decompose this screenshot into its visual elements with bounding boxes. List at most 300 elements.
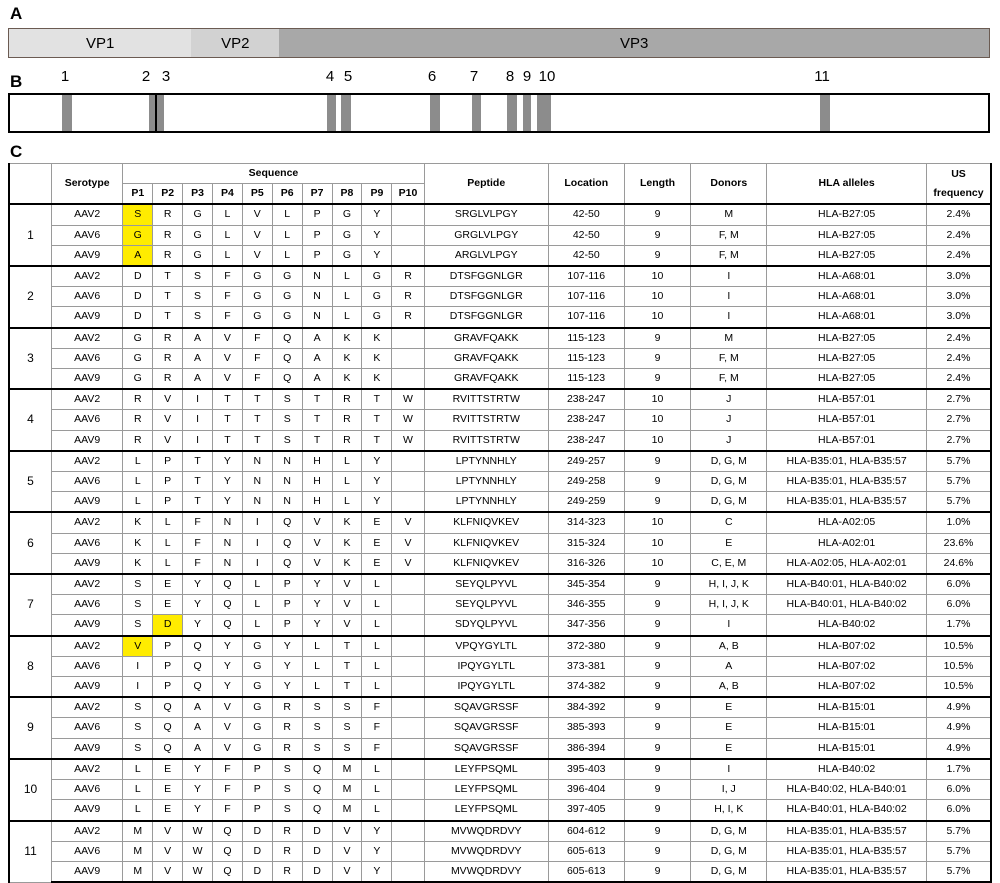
cell-position-p4: V	[212, 738, 242, 759]
cell-position-p7: Y	[302, 595, 332, 615]
table-row	[9, 595, 991, 615]
cell-location: 605-613	[548, 841, 624, 861]
epitope-number-8: 8	[505, 68, 515, 85]
cell-location: 315-324	[548, 533, 624, 553]
cell-position-p7: H	[302, 492, 332, 513]
cell-serotype: AAV9	[52, 800, 123, 821]
cell-position-p10	[392, 595, 424, 615]
cell-us-frequency: 2.4%	[927, 225, 991, 245]
cell-position-p7: Y	[302, 574, 332, 595]
cell-us-frequency: 1.0%	[927, 512, 991, 533]
table-row	[9, 410, 991, 430]
cell-us-frequency: 3.0%	[927, 307, 991, 328]
cell-position-p5: G	[242, 656, 272, 676]
cell-position-p3: W	[183, 841, 213, 861]
cell-position-p8: L	[332, 307, 362, 328]
table-body	[9, 204, 991, 882]
header-us-frequency-line1: US	[951, 167, 966, 180]
cell-position-p7: P	[302, 225, 332, 245]
cell-location: 115-123	[548, 348, 624, 368]
header-p7: P7	[302, 184, 332, 205]
cell-position-p9: L	[362, 780, 392, 800]
cell-position-p2: V	[153, 410, 183, 430]
table-row	[9, 472, 991, 492]
cell-position-p1: S	[123, 697, 153, 718]
header-serotype: Serotype	[52, 164, 123, 205]
cell-length: 9	[624, 821, 691, 842]
cell-position-p7: L	[302, 636, 332, 657]
cell-peptide: SEYQLPYVL	[424, 595, 548, 615]
cell-position-p4: Y	[212, 472, 242, 492]
cell-position-p6: G	[272, 307, 302, 328]
cell-position-p8: V	[332, 861, 362, 882]
cell-location: 107-116	[548, 287, 624, 307]
cell-position-p1: S	[123, 595, 153, 615]
cell-position-p3: Y	[183, 574, 213, 595]
cell-position-p8: K	[332, 553, 362, 574]
group-number: 10	[9, 759, 52, 821]
panel-b-label: B	[10, 72, 23, 91]
cell-position-p2: Q	[153, 697, 183, 718]
cell-us-frequency: 10.5%	[927, 677, 991, 698]
cell-position-p4: F	[212, 780, 242, 800]
cell-us-frequency: 6.0%	[927, 595, 991, 615]
cell-position-p2: V	[153, 861, 183, 882]
cell-position-p2: E	[153, 595, 183, 615]
cell-us-frequency: 4.9%	[927, 738, 991, 759]
cell-position-p8: R	[332, 410, 362, 430]
cell-location: 238-247	[548, 389, 624, 410]
cell-location: 249-257	[548, 451, 624, 472]
cell-position-p6: Y	[272, 677, 302, 698]
cell-position-p2: T	[153, 307, 183, 328]
cell-hla-alleles: HLA-B15:01	[767, 718, 927, 738]
cell-position-p5: I	[242, 533, 272, 553]
cell-length: 9	[624, 615, 691, 636]
cell-position-p3: F	[183, 533, 213, 553]
group-number: 6	[9, 512, 52, 574]
cell-serotype: AAV6	[52, 595, 123, 615]
cell-serotype: AAV2	[52, 697, 123, 718]
cell-location: 42-50	[548, 225, 624, 245]
cell-position-p5: N	[242, 472, 272, 492]
cell-length: 10	[624, 410, 691, 430]
cell-position-p5: L	[242, 574, 272, 595]
cell-position-p8: T	[332, 677, 362, 698]
cell-us-frequency: 2.7%	[927, 410, 991, 430]
cell-peptide: MVWQDRDVY	[424, 861, 548, 882]
cell-position-p3: Q	[183, 636, 213, 657]
cell-position-p8: M	[332, 800, 362, 821]
cell-position-p9: Y	[362, 225, 392, 245]
cell-position-p9: Y	[362, 204, 392, 225]
cell-length: 9	[624, 738, 691, 759]
cell-position-p3: I	[183, 410, 213, 430]
cell-length: 10	[624, 287, 691, 307]
cell-length: 9	[624, 225, 691, 245]
cell-position-p4: Q	[212, 841, 242, 861]
epitope-number-2: 2	[141, 68, 151, 85]
group-number: 4	[9, 389, 52, 451]
cell-location: 605-613	[548, 861, 624, 882]
cell-position-p2: E	[153, 780, 183, 800]
cell-hla-alleles: HLA-A02:05	[767, 512, 927, 533]
cell-position-p1: L	[123, 800, 153, 821]
cell-position-p1: L	[123, 451, 153, 472]
cell-position-p3: Q	[183, 677, 213, 698]
cell-position-p6: Q	[272, 328, 302, 349]
cell-serotype: AAV6	[52, 780, 123, 800]
cell-position-p8: V	[332, 595, 362, 615]
cell-hla-alleles: HLA-B27:05	[767, 328, 927, 349]
cell-length: 9	[624, 595, 691, 615]
cell-position-p7: A	[302, 348, 332, 368]
cell-peptide: LEYFPSQML	[424, 780, 548, 800]
cell-position-p4: L	[212, 225, 242, 245]
cell-us-frequency: 3.0%	[927, 266, 991, 287]
cell-us-frequency: 5.7%	[927, 492, 991, 513]
cell-peptide: LPTYNNHLY	[424, 492, 548, 513]
cell-position-p10	[392, 841, 424, 861]
cell-us-frequency: 2.4%	[927, 328, 991, 349]
cell-position-p2: P	[153, 636, 183, 657]
cell-hla-alleles: HLA-A68:01	[767, 266, 927, 287]
cell-position-p6: R	[272, 718, 302, 738]
cell-serotype: AAV6	[52, 287, 123, 307]
cell-position-p2: R	[153, 225, 183, 245]
table-row	[9, 492, 991, 513]
cell-donors: M	[691, 204, 767, 225]
cell-position-p6: N	[272, 472, 302, 492]
epitope-bar-11	[820, 95, 830, 131]
table-row	[9, 574, 991, 595]
cell-donors: H, I, K	[691, 800, 767, 821]
epitope-number-9: 9	[522, 68, 532, 85]
cell-position-p5: V	[242, 245, 272, 266]
cell-position-p7: N	[302, 307, 332, 328]
cell-us-frequency: 10.5%	[927, 636, 991, 657]
cell-position-p4: F	[212, 800, 242, 821]
cell-position-p3: Y	[183, 759, 213, 780]
cell-location: 395-403	[548, 759, 624, 780]
cell-peptide: LEYFPSQML	[424, 800, 548, 821]
cell-position-p2: R	[153, 369, 183, 390]
cell-us-frequency: 2.7%	[927, 430, 991, 451]
cell-position-p10	[392, 615, 424, 636]
capsid-segment-vp1-label: VP1	[85, 34, 115, 52]
cell-peptide: SRGLVLPGY	[424, 204, 548, 225]
cell-hla-alleles: HLA-B35:01, HLA-B35:57	[767, 472, 927, 492]
header-p4: P4	[212, 184, 242, 205]
cell-position-p10: R	[392, 287, 424, 307]
table-row	[9, 800, 991, 821]
cell-location: 386-394	[548, 738, 624, 759]
cell-position-p1: I	[123, 656, 153, 676]
cell-position-p1: V	[123, 636, 153, 657]
cell-position-p8: M	[332, 759, 362, 780]
cell-position-p1: L	[123, 759, 153, 780]
cell-position-p10: V	[392, 533, 424, 553]
cell-peptide: RVITTSTRTW	[424, 430, 548, 451]
cell-length: 9	[624, 677, 691, 698]
cell-position-p3: Y	[183, 595, 213, 615]
cell-serotype: AAV6	[52, 656, 123, 676]
cell-position-p9: T	[362, 410, 392, 430]
cell-position-p2: Q	[153, 738, 183, 759]
cell-position-p2: P	[153, 451, 183, 472]
cell-position-p9: G	[362, 307, 392, 328]
cell-position-p5: P	[242, 759, 272, 780]
cell-position-p6: Q	[272, 369, 302, 390]
cell-position-p3: S	[183, 266, 213, 287]
cell-location: 346-355	[548, 595, 624, 615]
cell-donors: F, M	[691, 348, 767, 368]
cell-location: 238-247	[548, 430, 624, 451]
cell-position-p5: G	[242, 677, 272, 698]
cell-position-p10	[392, 369, 424, 390]
epitope-number-4: 4	[325, 68, 335, 85]
table-row	[9, 656, 991, 676]
cell-position-p3: A	[183, 369, 213, 390]
cell-position-p2: P	[153, 656, 183, 676]
epitope-bar-9	[523, 95, 531, 131]
cell-position-p5: T	[242, 430, 272, 451]
cell-position-p3: T	[183, 451, 213, 472]
cell-position-p5: G	[242, 636, 272, 657]
cell-position-p3: Y	[183, 800, 213, 821]
cell-position-p3: F	[183, 553, 213, 574]
epitope-bar-4	[327, 95, 336, 131]
cell-position-p7: T	[302, 430, 332, 451]
cell-position-p9: L	[362, 636, 392, 657]
cell-position-p9: F	[362, 697, 392, 718]
cell-position-p2: R	[153, 245, 183, 266]
cell-location: 249-258	[548, 472, 624, 492]
cell-us-frequency: 4.9%	[927, 718, 991, 738]
cell-position-p9: L	[362, 595, 392, 615]
cell-position-p3: I	[183, 430, 213, 451]
cell-position-p6: Q	[272, 348, 302, 368]
cell-position-p5: P	[242, 800, 272, 821]
cell-position-p5: G	[242, 738, 272, 759]
cell-position-p4: F	[212, 266, 242, 287]
cell-position-p8: L	[332, 472, 362, 492]
cell-position-p6: P	[272, 574, 302, 595]
cell-location: 396-404	[548, 780, 624, 800]
cell-donors: D, G, M	[691, 472, 767, 492]
cell-position-p4: V	[212, 328, 242, 349]
table-row	[9, 348, 991, 368]
cell-position-p4: V	[212, 348, 242, 368]
cell-position-p3: W	[183, 821, 213, 842]
cell-position-p10	[392, 780, 424, 800]
cell-length: 9	[624, 492, 691, 513]
cell-location: 385-393	[548, 718, 624, 738]
cell-position-p9: F	[362, 738, 392, 759]
cell-position-p1: D	[123, 266, 153, 287]
cell-donors: D, G, M	[691, 451, 767, 472]
capsid-protein-bar	[8, 28, 990, 58]
cell-position-p5: P	[242, 780, 272, 800]
cell-position-p4: V	[212, 697, 242, 718]
table-row	[9, 369, 991, 390]
cell-peptide: SDYQLPYVL	[424, 615, 548, 636]
cell-serotype: AAV6	[52, 348, 123, 368]
cell-length: 9	[624, 204, 691, 225]
cell-peptide: ARGLVLPGY	[424, 245, 548, 266]
header-p6: P6	[272, 184, 302, 205]
cell-hla-alleles: HLA-B07:02	[767, 656, 927, 676]
cell-serotype: AAV6	[52, 472, 123, 492]
header-sequence: Sequence	[123, 164, 424, 184]
cell-position-p7: A	[302, 369, 332, 390]
cell-position-p7: Q	[302, 759, 332, 780]
cell-position-p9: F	[362, 718, 392, 738]
cell-position-p4: Q	[212, 595, 242, 615]
cell-us-frequency: 23.6%	[927, 533, 991, 553]
cell-serotype: AAV6	[52, 718, 123, 738]
cell-position-p6: Q	[272, 553, 302, 574]
table-row	[9, 759, 991, 780]
cell-position-p1: G	[123, 328, 153, 349]
cell-position-p9: L	[362, 800, 392, 821]
cell-position-p9: L	[362, 615, 392, 636]
cell-position-p8: S	[332, 697, 362, 718]
header-p2: P2	[153, 184, 183, 205]
cell-position-p9: T	[362, 389, 392, 410]
table-row	[9, 451, 991, 472]
cell-hla-alleles: HLA-B35:01, HLA-B35:57	[767, 821, 927, 842]
cell-position-p1: K	[123, 553, 153, 574]
cell-position-p1: G	[123, 225, 153, 245]
header-p1: P1	[123, 184, 153, 205]
cell-position-p5: F	[242, 328, 272, 349]
cell-serotype: AAV2	[52, 204, 123, 225]
cell-serotype: AAV9	[52, 861, 123, 882]
cell-position-p9: G	[362, 287, 392, 307]
cell-position-p3: G	[183, 204, 213, 225]
cell-donors: I	[691, 307, 767, 328]
cell-position-p10: R	[392, 266, 424, 287]
cell-position-p9: Y	[362, 492, 392, 513]
cell-position-p6: R	[272, 861, 302, 882]
cell-position-p10	[392, 821, 424, 842]
cell-position-p8: R	[332, 389, 362, 410]
cell-hla-alleles: HLA-B35:01, HLA-B35:57	[767, 492, 927, 513]
cell-position-p8: R	[332, 430, 362, 451]
cell-location: 42-50	[548, 204, 624, 225]
cell-serotype: AAV9	[52, 615, 123, 636]
cell-hla-alleles: HLA-B35:01, HLA-B35:57	[767, 841, 927, 861]
cell-position-p6: S	[272, 800, 302, 821]
cell-position-p6: S	[272, 410, 302, 430]
cell-length: 9	[624, 656, 691, 676]
cell-length: 9	[624, 245, 691, 266]
cell-position-p1: S	[123, 204, 153, 225]
group-number: 9	[9, 697, 52, 759]
cell-position-p10	[392, 348, 424, 368]
cell-position-p5: D	[242, 841, 272, 861]
table-row	[9, 553, 991, 574]
cell-position-p8: K	[332, 512, 362, 533]
cell-position-p7: Y	[302, 615, 332, 636]
cell-position-p1: S	[123, 718, 153, 738]
cell-length: 9	[624, 451, 691, 472]
cell-us-frequency: 5.7%	[927, 821, 991, 842]
cell-peptide: DTSFGGNLGR	[424, 287, 548, 307]
cell-serotype: AAV9	[52, 245, 123, 266]
cell-position-p6: R	[272, 738, 302, 759]
cell-position-p2: L	[153, 533, 183, 553]
table-row	[9, 328, 991, 349]
cell-position-p3: A	[183, 348, 213, 368]
cell-position-p2: P	[153, 492, 183, 513]
cell-location: 238-247	[548, 410, 624, 430]
cell-serotype: AAV2	[52, 328, 123, 349]
cell-hla-alleles: HLA-A02:05, HLA-A02:01	[767, 553, 927, 574]
cell-hla-alleles: HLA-A68:01	[767, 307, 927, 328]
cell-donors: F, M	[691, 225, 767, 245]
cell-hla-alleles: HLA-B07:02	[767, 636, 927, 657]
cell-position-p7: D	[302, 841, 332, 861]
cell-position-p10	[392, 718, 424, 738]
cell-position-p9: K	[362, 348, 392, 368]
cell-position-p2: T	[153, 266, 183, 287]
cell-peptide: KLFNIQVKEV	[424, 512, 548, 533]
cell-position-p7: V	[302, 553, 332, 574]
cell-position-p4: Y	[212, 451, 242, 472]
cell-position-p5: T	[242, 410, 272, 430]
cell-position-p7: A	[302, 328, 332, 349]
cell-position-p2: D	[153, 615, 183, 636]
cell-position-p2: R	[153, 204, 183, 225]
cell-position-p1: R	[123, 410, 153, 430]
cell-position-p10: W	[392, 389, 424, 410]
cell-hla-alleles: HLA-B35:01, HLA-B35:57	[767, 451, 927, 472]
cell-length: 9	[624, 348, 691, 368]
cell-hla-alleles: HLA-B27:05	[767, 369, 927, 390]
cell-position-p4: Y	[212, 656, 242, 676]
cell-position-p3: T	[183, 492, 213, 513]
cell-position-p10: W	[392, 430, 424, 451]
cell-length: 10	[624, 307, 691, 328]
cell-position-p5: I	[242, 553, 272, 574]
cell-position-p3: W	[183, 861, 213, 882]
cell-position-p10: W	[392, 410, 424, 430]
cell-position-p10	[392, 492, 424, 513]
cell-hla-alleles: HLA-B40:01, HLA-B40:02	[767, 800, 927, 821]
cell-length: 9	[624, 369, 691, 390]
cell-serotype: AAV6	[52, 533, 123, 553]
cell-position-p2: P	[153, 472, 183, 492]
cell-hla-alleles: HLA-B40:01, HLA-B40:02	[767, 574, 927, 595]
cell-hla-alleles: HLA-B07:02	[767, 677, 927, 698]
cell-position-p3: S	[183, 287, 213, 307]
cell-position-p1: M	[123, 841, 153, 861]
cell-position-p8: M	[332, 780, 362, 800]
cell-peptide: KLFNIQVKEV	[424, 533, 548, 553]
cell-position-p10	[392, 800, 424, 821]
cell-donors: J	[691, 410, 767, 430]
cell-position-p5: L	[242, 595, 272, 615]
cell-us-frequency: 1.7%	[927, 759, 991, 780]
cell-length: 9	[624, 574, 691, 595]
header-p10: P10	[392, 184, 424, 205]
epitope-bar-6	[430, 95, 440, 131]
cell-position-p3: F	[183, 512, 213, 533]
cell-position-p1: L	[123, 492, 153, 513]
cell-position-p9: L	[362, 677, 392, 698]
